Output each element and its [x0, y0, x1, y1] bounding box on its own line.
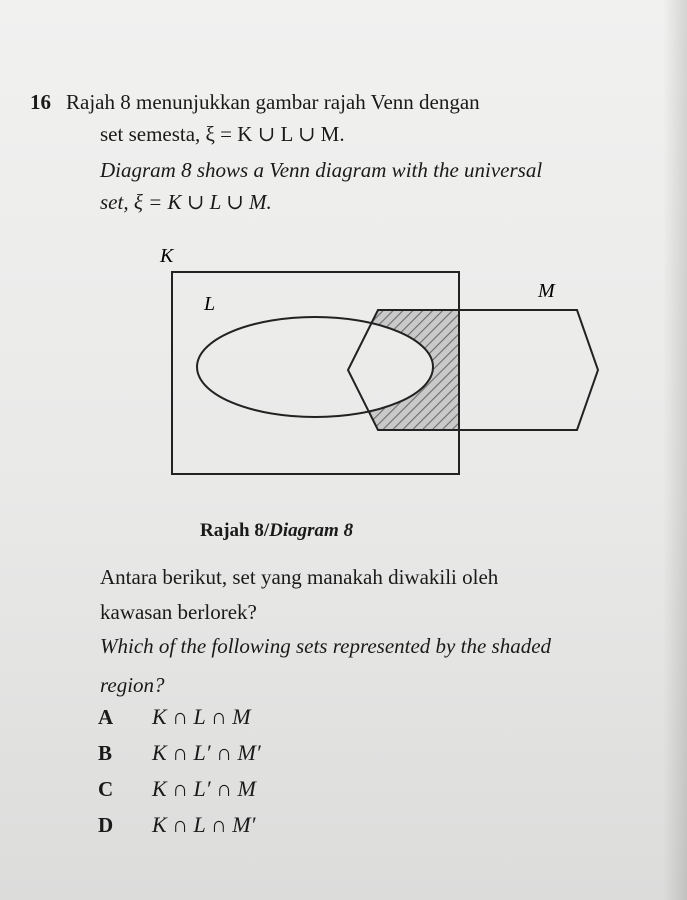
prompt-malay-line1: Antara berikut, set yang manakah diwakili oleh	[100, 565, 499, 589]
caption-malay: Rajah 8/	[200, 520, 270, 541]
option-a-expression[interactable]: K ∩ L ∩ M	[152, 704, 251, 729]
question-malay-line1: Rajah 8 menunjukkan gambar rajah Venn dengan	[66, 90, 480, 114]
prompt-malay-line2: kawasan berlorek?	[100, 600, 257, 624]
option-b-letter[interactable]: B	[98, 741, 113, 765]
option-b-expression[interactable]: K ∩ L′ ∩ M′	[152, 740, 261, 765]
question-malay-line2: set semesta, ξ = K ∪ L ∪ M.	[100, 122, 345, 146]
question-english-line2: set, ξ = K ∪ L ∪ M.	[100, 190, 272, 214]
prompt-english-line2: region?	[100, 673, 165, 697]
caption-english: Diagram 8	[269, 520, 354, 541]
question-english-line1: Diagram 8 shows a Venn diagram with the universal	[100, 158, 543, 182]
label-m: M	[538, 280, 555, 302]
option-c-expression[interactable]: K ∩ L′ ∩ M	[152, 776, 256, 801]
label-k: K	[160, 245, 174, 267]
option-d-expression[interactable]: K ∩ L ∩ M′	[152, 812, 256, 837]
label-l: L	[204, 293, 216, 315]
question-number: 16	[30, 90, 51, 114]
option-d-letter[interactable]: D	[98, 813, 114, 837]
prompt-english-line1: Which of the following sets represented by the shaded	[100, 634, 552, 658]
option-c-letter[interactable]: C	[98, 777, 114, 801]
diagram-caption	[200, 520, 353, 542]
option-a-letter[interactable]: A	[98, 705, 114, 729]
